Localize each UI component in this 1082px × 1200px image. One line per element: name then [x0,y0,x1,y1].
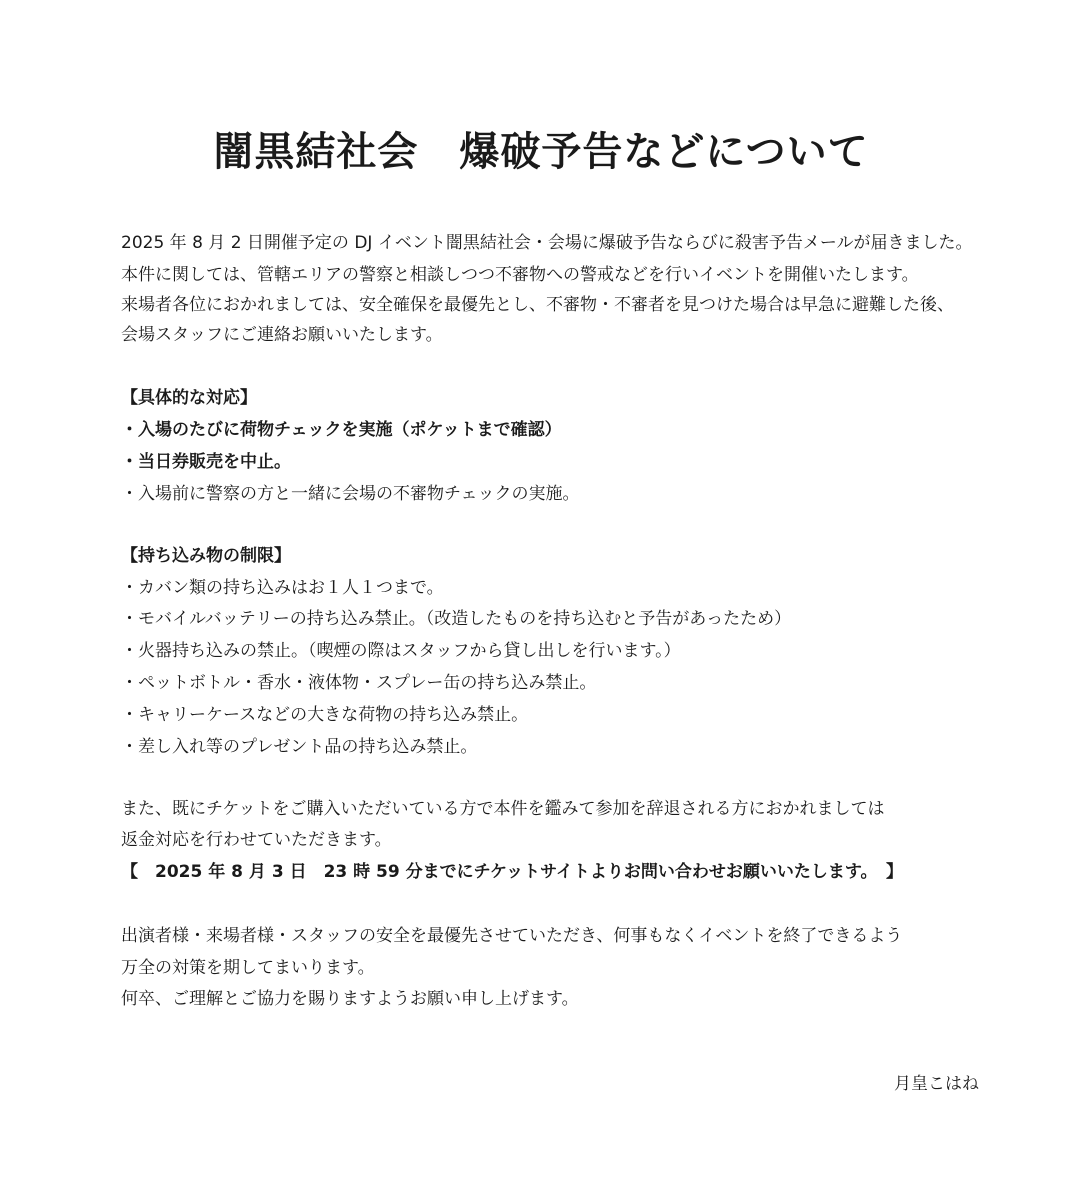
restrictions-item-5: ・キャリーケースなどの大きな荷物の持ち込み禁止。 [121,705,529,725]
measures-item-3: ・入場前に警察の方と一緒に会場の不審物チェックの実施。 [121,484,580,504]
closing-line-2: 万全の対策を期してまいります。 [121,958,375,978]
restrictions-item-6: ・差し入れ等のプレゼント品の持ち込み禁止。 [121,737,478,757]
measures-item-2: ・当日券販売を中止。 [121,452,291,472]
page-title: 闇黒結社会 爆破予告などについて [213,129,869,175]
measures-item-1: ・入場のたびに荷物チェックを実施（ポケットまで確認） [121,420,562,440]
intro-line-2: 本件に関しては、管轄エリアの警察と相談しつつ不審物への警戒などを行いイベントを開催いたします。 [121,265,919,285]
restrictions-heading: 【持ち込み物の制限】 [121,546,291,566]
restrictions-item-2: ・モバイルバッテリーの持ち込み禁止。（改造したものを持ち込むと予告があったため） [121,609,792,629]
restrictions-item-4: ・ペットボトル・香水・液体物・スプレー缶の持ち込み禁止。 [121,673,597,693]
refund-line-2: 返金対応を行わせていただきます。 [121,830,392,850]
intro-line-4: 会場スタッフにご連絡お願いいたします。 [121,325,443,345]
closing-line-3: 何卒、ご理解とご協力を賜りますようお願い申し上げます。 [121,989,579,1009]
refund-deadline: 【 2025 年 8 月 3 日 23 時 59 分までにチケットサイトよりお問い合わせお願いいたします。 】 [121,862,904,882]
measures-heading: 【具体的な対応】 [121,388,257,408]
signature: 月皇こはね [894,1074,979,1094]
restrictions-item-3: ・火器持ち込みの禁止。（喫煙の際はスタッフから貸し出しを行います。） [121,641,681,661]
intro-line-1: 2025 年 8 月 2 日開催予定の DJ イベント闇黒結社会・会場に爆破予告ならびに殺害予告メールが届きました。 [121,233,973,253]
closing-line-1: 出演者様・来場者様・スタッフの安全を最優先させていただき、何事もなくイベントを終了できるよう [121,926,903,946]
intro-line-3: 来場者各位におかれましては、安全確保を最優先とし、不審物・不審者を見つけた場合は早急に避難した後、 [121,295,954,315]
refund-line-1: また、既にチケットをご購入いただいている方で本件を鑑みて参加を辞退される方におかれましては [121,799,885,819]
restrictions-item-1: ・カバン類の持ち込みはお１人１つまで。 [121,578,444,598]
